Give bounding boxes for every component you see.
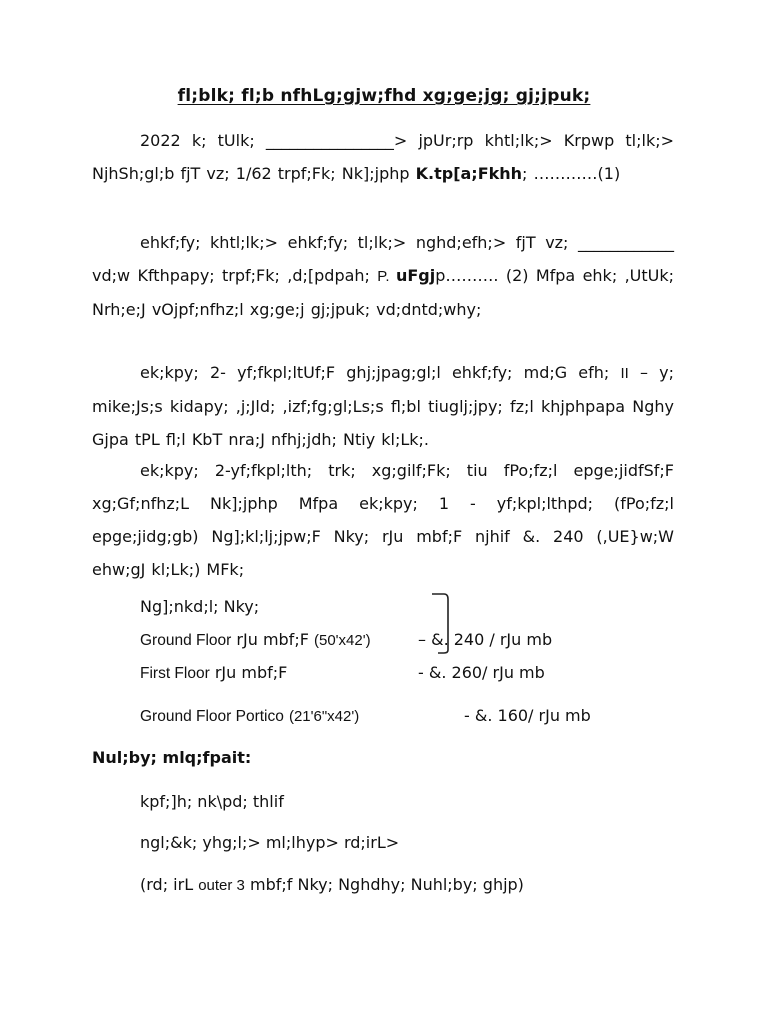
paragraph-3 bbox=[92, 356, 674, 456]
paragraph-4 bbox=[92, 454, 674, 586]
paragraph-2-initial: P. bbox=[377, 268, 396, 285]
list-item: kpf;]h; nk\pd; thlif bbox=[140, 792, 284, 811]
rate-value-first-floor: - &. 260/ rJu mb bbox=[418, 663, 545, 682]
paragraph-1-text-a: 2022 k; tUlk; ________________> jpUr;rp khtl;lk;> Krpwp tl;lk;> NjhSh;gl;b fjT vz; 1/62 trpf;Fk; Nk];jphp bbox=[92, 131, 674, 183]
document-title: fl;blk; fl;b nfhLg;gjw;fhd xg;ge;jg; gj;jpuk; bbox=[177, 86, 591, 106]
paragraph-2-text-a: ehkf;fy; khtl;lk;> ehkf;fy; tl;lk;> nghd;efh;> fjT vz; ____________ vd;w Kfthpapy; trpf;Fk; ,d;[pdpah; bbox=[92, 233, 674, 285]
paragraph-3-text-b: – y; mike;Js;s kidapy; ,j;Jld; ,izf;fg;gl;Ls;s fl;bl tiuglj;jpy; fz;l khjphpapa Nghy Gjpa tPL fl;l KbT nra;J nfhj;jdh; Ntiy kl;Lk;. bbox=[92, 363, 674, 449]
note-english: outer 3 bbox=[198, 877, 245, 894]
paragraph-2-text-b: p………. (2) Mfpa ehk; ,UtUk; Nrh;e;J vOjpf;nfhz;l xg;ge;j gj;jpuk; vd;dntd;why; bbox=[92, 266, 675, 319]
rates-heading: Ng];nkd;l; Nky; bbox=[140, 597, 260, 616]
note-line bbox=[140, 875, 524, 894]
note-text-b: mbf;f Nky; Nghdhy; Nuhl;by; ghjp) bbox=[244, 875, 524, 894]
rate-dimension: (21'6"x42') bbox=[288, 708, 360, 725]
rate-label: Ground Floor bbox=[140, 632, 232, 649]
paragraph-1-text-b: ; …………(1) bbox=[522, 164, 621, 183]
rate-suffix: rJu mbf;F bbox=[231, 630, 314, 649]
rate-suffix: rJu mbf;F bbox=[209, 663, 288, 682]
paragraph-3-text-a: ek;kpy; 2- yf;fkpl;ltUf;F ghj;jpag;gl;l ehkf;fy; md;G efh; bbox=[140, 363, 621, 382]
paragraph-2 bbox=[92, 226, 674, 326]
paragraph-3-roman: II bbox=[620, 365, 629, 382]
rate-row-ground-floor bbox=[140, 630, 371, 650]
rate-row-portico bbox=[140, 706, 359, 726]
party-2-name: uFgj bbox=[395, 266, 436, 285]
rate-label: First Floor bbox=[140, 665, 210, 682]
section-heading: Nul;by; mlq;fpait: bbox=[92, 748, 252, 767]
paragraph-4-text: ek;kpy; 2-yf;fkpl;lth; trk; xg;gilf;Fk; tiu fPo;fz;l epge;jidfSf;F xg;Gf;nfhz;L Nk];jphp Mfpa ek;kpy; 1 - yf;kpl;lthpd; (fPo;fz;l epge;jidg;gb) Ng];kl;lj;jpw;F Nky; rJu mbf;F njhif &. 240 (,UE}w;W ehw;gJ kl;Lk;) MFk; bbox=[92, 461, 674, 579]
rate-value-ground-floor: – &. 240 / rJu mb bbox=[418, 630, 553, 649]
rate-label: Ground Floor Portico bbox=[140, 708, 284, 725]
rate-row-first-floor bbox=[140, 663, 287, 683]
paragraph-1 bbox=[92, 124, 674, 190]
party-1-name: K.tp[a;Fkhh bbox=[415, 164, 523, 183]
list-item: ngl;&k; yhg;l;> ml;lhyp> rd;irL> bbox=[140, 833, 400, 852]
rate-dimension: (50'x42') bbox=[314, 632, 371, 649]
rate-value-portico: - &. 160/ rJu mb bbox=[464, 706, 591, 725]
note-text-a: (rd; irL bbox=[140, 875, 199, 894]
